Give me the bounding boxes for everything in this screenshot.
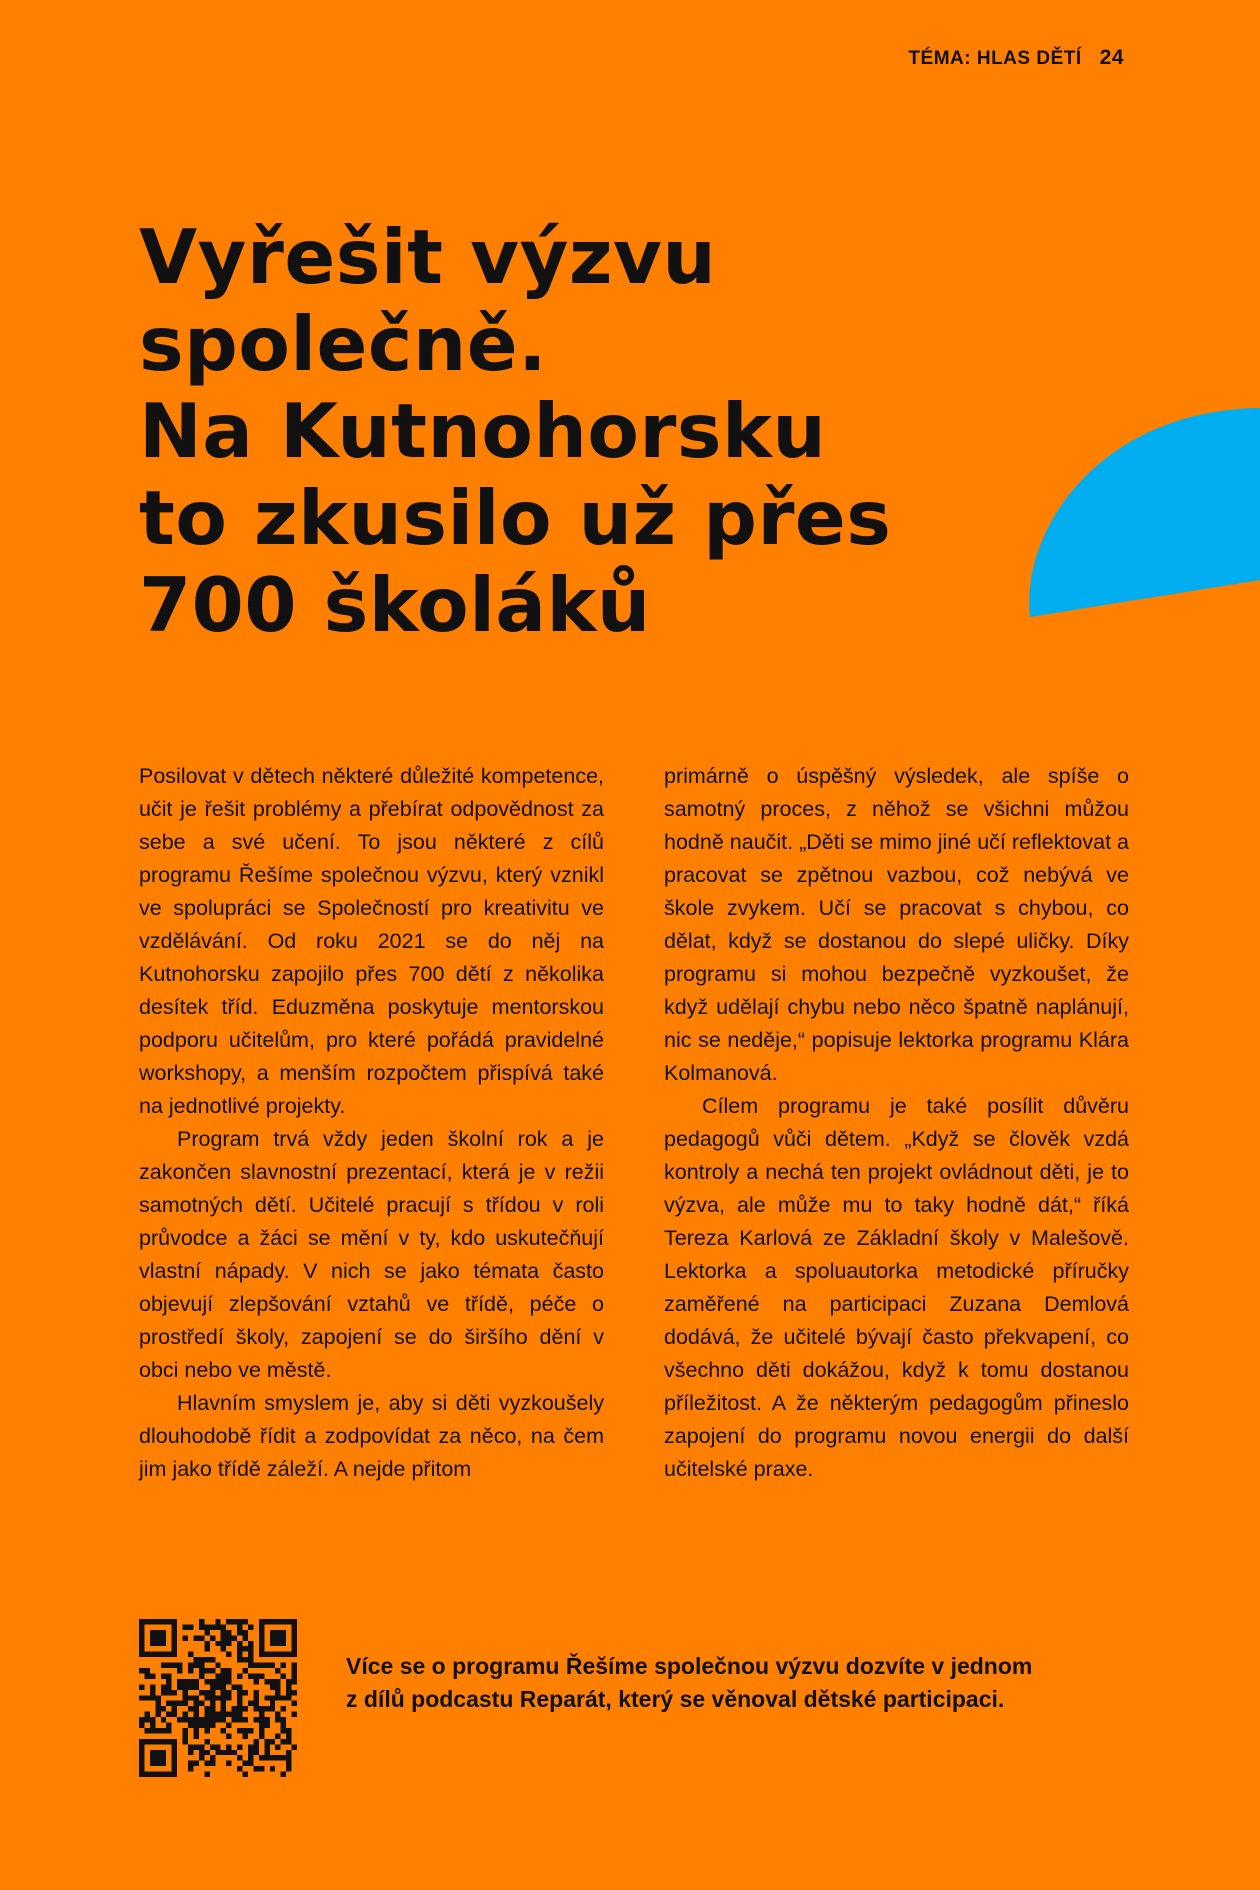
article-headline [139, 214, 1119, 649]
article-body [139, 760, 1129, 1540]
body-column-right [664, 760, 1129, 1540]
qr-code-icon[interactable] [139, 1619, 297, 1777]
decorative-blue-shape [1020, 400, 1260, 630]
paragraph: Cílem programu je také posílit důvěru pedagogů vůči dětem. „Když se člověk vzdá kontroly a nechá ten projekt ovládnout děti, je to výzva, ale může mu to taky hodně dát,“ říká Tereza Karlová ze Základní školy v Malešově. Lektorka a spoluautorka metodické příručky zaměřené na participaci Zuzana Demlová dodává, že učitelé bývají často překvapení, co všechno děti dokážou, když k tomu dostanou příležitost. A že některým pedagogům přineslo zapojení do programu novou energii do další učitelské praxe. [664, 1094, 1129, 1481]
running-header [908, 46, 1124, 70]
body-column-left [139, 760, 604, 1540]
page-number: 24 [1099, 46, 1124, 69]
paragraph: Program trvá vždy jeden školní rok a je zakončen slavnostní prezentací, která je v režii samotných dětí. Učitelé pracují s třídou v roli průvodce a žáci se mění v ty, kdo uskutečňují vlastní nápady. V nich se jako témata často objevují zlepšování vztahů ve třídě, péče o prostředí školy, zapojení se do širšího dění v obci nebo ve městě. [139, 1127, 604, 1382]
headline-line-4: 700 školáků [139, 561, 651, 649]
paragraph: Hlavním smyslem je, aby si děti vyzkoušely dlouhodobě řídit a zodpovídat za něco, na čem jim jako třídě záleží. A nejde přitom [139, 1391, 604, 1481]
paragraph: Posilovat v dětech některé důležité kompetence, učit je řešit problémy a přebírat odpovědnost za sebe a své učení. To jsou některé z cílů programu Řešíme společnou výzvu, který vznikl ve spolupráci se Společností pro kreativitu ve vzdělávání. Od roku 2021 se do něj na Kutnohorsku zapojilo přes 700 dětí z několika desítek tříd. Eduzměna poskytuje mentorskou podporu učitelům, pro které pořádá pravidelné workshopy, a menším rozpočtem přispívá také na jednotlivé projekty. [139, 764, 604, 1118]
headline-line-1: Vyřešit výzvu společně. [139, 213, 717, 388]
podcast-callout: Více se o programu Řešíme společnou výzvu dozvíte v jednom z dílů podcastu Reparát, který se věnoval dětské participaci. [346, 1653, 1033, 1712]
paragraph: primárně o úspěšný výsledek, ale spíše o samotný proces, z něhož se všichni můžou hodně naučit. „Děti se mimo jiné učí reflektovat a pracovat se zpětnou vazbou, což nebývá ve škole zvykem. Učí se pracovat s chybou, co dělat, když se dostanou do slepé uličky. Díky programu si mohou bezpečně vyzkoušet, že když udělají chybu nebo něco špatně naplánují, nic se neděje,“ popisuje lektorka programu Klára Kolmanová. [664, 764, 1129, 1085]
headline-line-3: to zkusilo už přes [139, 474, 892, 562]
headline-line-2: Na Kutnohorsku [139, 387, 827, 475]
section-title: TÉMA: HLAS DĚTÍ [908, 48, 1082, 69]
